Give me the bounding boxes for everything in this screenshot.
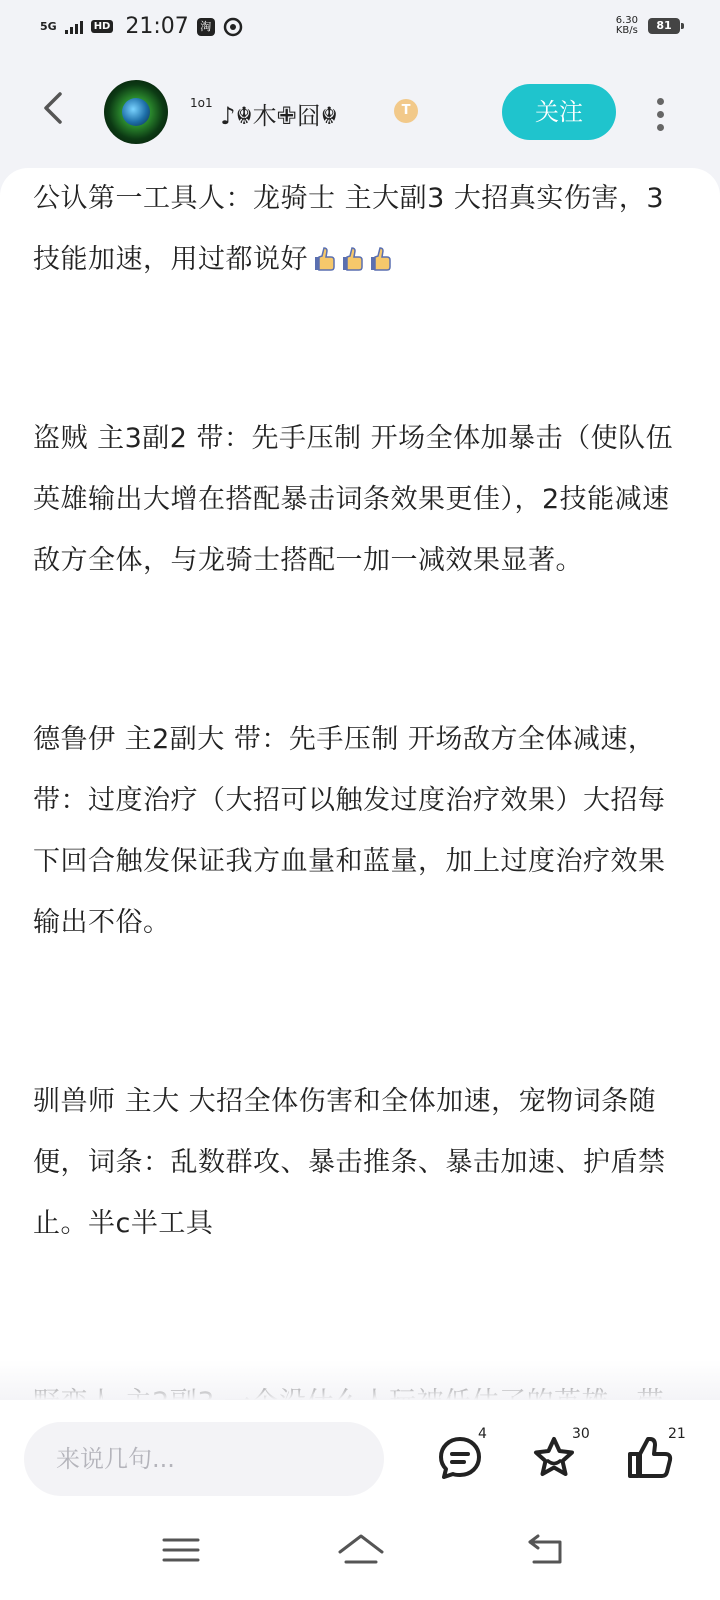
comment-bubble-icon	[436, 1434, 484, 1482]
author-name-prefix: 1o1	[190, 96, 213, 110]
home-icon	[336, 1530, 386, 1570]
follow-button[interactable]: 关注	[502, 84, 616, 140]
network-type: 5G	[40, 19, 57, 33]
system-nav-bar	[0, 1510, 720, 1600]
like-button[interactable]	[620, 1426, 686, 1486]
favorite-button[interactable]	[524, 1426, 590, 1486]
status-right	[616, 16, 680, 36]
author-name[interactable]	[190, 96, 338, 131]
chevron-left-icon	[38, 88, 68, 128]
comment-input[interactable]	[24, 1422, 384, 1496]
post-paragraph-1-text: 公认第一工具人：龙骑士 主大副3 大招真实伤害，3技能加速，用过都说好	[33, 183, 665, 275]
author-avatar[interactable]	[104, 80, 168, 144]
thumbs-up-emoji-icon	[342, 246, 364, 272]
menu-icon	[156, 1530, 206, 1570]
status-bar	[0, 0, 720, 56]
hd-icon: HD	[91, 20, 114, 33]
battery-icon	[648, 18, 680, 34]
post-header	[0, 70, 720, 150]
author-name-text: ♪☬木✙囧☬	[220, 102, 338, 130]
favorite-count: 30	[572, 1426, 590, 1442]
like-count: 21	[668, 1426, 686, 1442]
back-button[interactable]	[38, 88, 68, 128]
post-paragraph-1	[0, 168, 720, 290]
more-options-button[interactable]	[650, 92, 670, 132]
thumbs-up-icon	[626, 1434, 674, 1482]
thumbs-up-emoji-icon	[370, 246, 392, 272]
nav-menu-button[interactable]	[156, 1530, 206, 1570]
network-speed	[616, 16, 638, 36]
bottom-action-bar	[0, 1400, 720, 1510]
signal-icon	[65, 20, 83, 34]
speed-value: 6.30	[615, 15, 638, 26]
post-paragraph-3: 德鲁伊 主2副大 带：先手压制 开场敌方全体减速，带：过度治疗（大招可以触发过度治疗效果）大招每下回合触发保证我方血量和蓝量，加上过度治疗效果输出不俗。	[33, 724, 666, 938]
post-paragraph-2: 盗贼 主3副2 带：先手压制 开场全体加暴击（使队伍英雄输出大增在搭配暴击词条效果更佳），2技能减速敌方全体，与龙骑士搭配一加一减效果显著。	[33, 423, 674, 576]
comment-count: 4	[478, 1426, 487, 1442]
battery-level: 81	[656, 19, 672, 32]
speed-unit: KB/s	[615, 25, 638, 36]
thumbs-up-emoji-icon	[314, 246, 336, 272]
nav-back-button[interactable]	[522, 1530, 572, 1570]
comment-button[interactable]	[430, 1426, 490, 1486]
clock: 21:07	[125, 14, 189, 39]
nav-home-button[interactable]	[336, 1530, 386, 1570]
status-left	[40, 14, 243, 39]
notification-app-icon	[223, 17, 243, 37]
scroll-fade	[0, 1360, 720, 1400]
network-indicator	[40, 19, 57, 33]
star-icon	[530, 1434, 578, 1482]
post-content[interactable]	[0, 168, 720, 1400]
user-level-badge: T	[394, 99, 418, 123]
taobao-notification-icon: 淘	[197, 18, 215, 36]
post-paragraph-4: 驯兽师 主大 大招全体伤害和全体加速，宠物词条随便，词条：乱数群攻、暴击推条、暴击加速、护盾禁止。半c半工具	[33, 1086, 666, 1239]
back-arrow-icon	[522, 1530, 572, 1570]
